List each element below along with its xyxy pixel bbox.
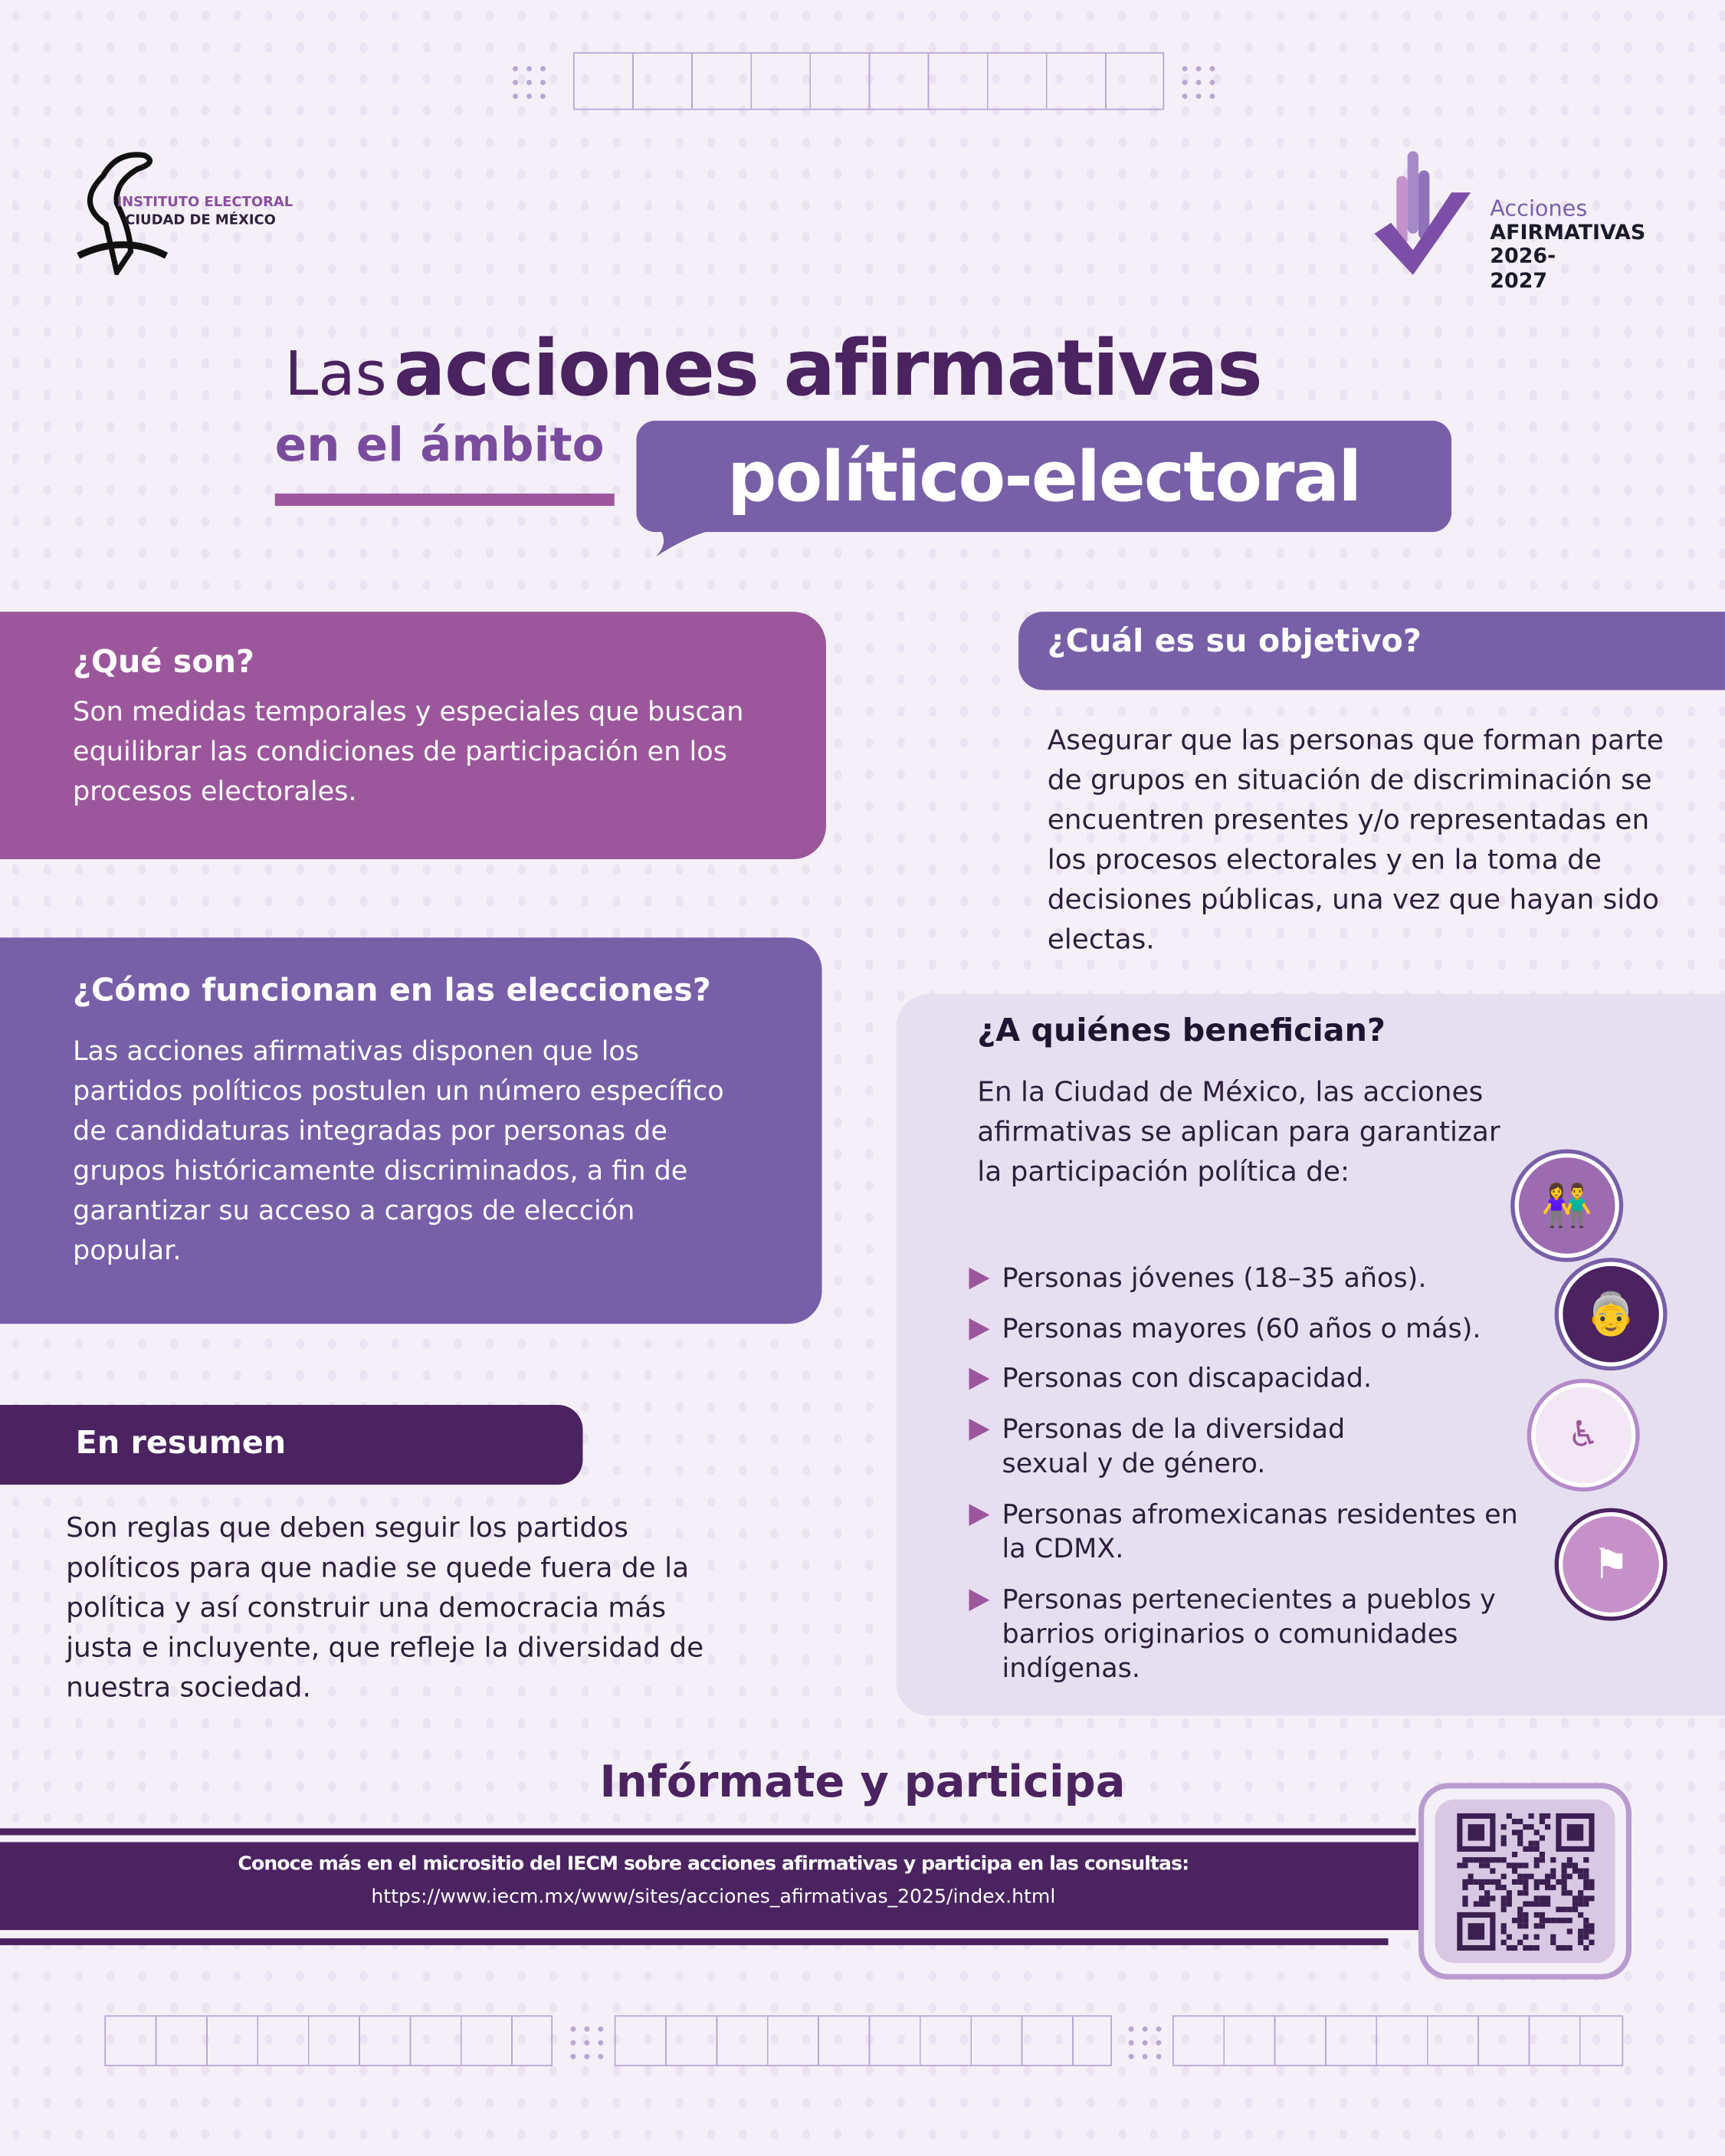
list-item: Personas de la diversidad sexual y de género. [969, 1412, 1395, 1481]
pattern-decoration [615, 2015, 1112, 2066]
title-bubble: político-electoral [636, 421, 1451, 532]
list-item: Personas con discapacidad. [969, 1361, 1491, 1396]
divider [0, 1938, 1389, 1945]
dots-decoration [1124, 2022, 1166, 2063]
dots-decoration [1178, 62, 1219, 103]
logo-afirmativas: AFIRMATIVAS [1490, 219, 1646, 245]
pattern-decoration [104, 2015, 553, 2066]
footer-text: Conoce más en el micrositio del IECM sobre acciones afirmativas y participa en las consultas: [238, 1852, 1189, 1875]
list-item: Personas pertenecientes a pueblos y barrios originarios o comunidades indígenas. [969, 1582, 1532, 1685]
campaign-logo [1372, 151, 1646, 294]
como-body: Las acciones afirmativas disponen que los partidos políticos postulen un número específico de candidaturas integradas por personas de grupos históricamente discriminados, a fin de garantizar su acceso a cargos de elección popular. [73, 1035, 724, 1266]
que-son-heading: ¿Qué son? [73, 645, 254, 681]
resumen-heading: En resumen [75, 1425, 287, 1462]
footer-heading: Infórmate y participa [599, 1755, 1126, 1808]
list-item: Personas jóvenes (18–35 años). [969, 1261, 1518, 1295]
logo-years: 2026-2027 [1490, 243, 1556, 294]
beneficiarios-intro: En la Ciudad de México, las acciones afirmativas se aplican para garantizar la participación política de: [977, 1075, 1500, 1188]
community-flag-icon: ⚑ [1555, 1508, 1668, 1621]
pattern-decoration [573, 52, 1164, 110]
como-heading: ¿Cómo funcionan en las elecciones? [73, 973, 711, 1009]
list-item: Personas afromexicanas residentes en la CDMX. [969, 1497, 1532, 1566]
qr-frame [1418, 1783, 1632, 1979]
como-card [0, 937, 822, 1324]
dots-decoration [566, 2022, 608, 2063]
title-prefix: Las [284, 340, 387, 410]
resumen-header [0, 1405, 582, 1485]
resumen-body: Son reglas que deben seguir los partidos políticos para que nadie se quede fuera de la política y así construir una democracia más justa e incluyente, que refleje la diversidad de nuestra sociedad. [66, 1511, 704, 1704]
iecm-logo [76, 149, 294, 281]
bubble-tail [653, 530, 722, 560]
dots-decoration [509, 62, 550, 103]
objetivo-header [1018, 612, 1725, 690]
beneficiarios-heading: ¿A quiénes benefician? [977, 1012, 1386, 1049]
que-son-body: Son medidas temporales y especiales que buscan equilibrar las condiciones de participación en los procesos electorales. [73, 695, 744, 807]
logo-line2: CIUDAD DE MÉXICO [125, 213, 276, 228]
list-item: Personas mayores (60 años o más). [969, 1311, 1546, 1346]
footer-banner [0, 1842, 1427, 1930]
footer-url[interactable]: https://www.iecm.mx/www/sites/acciones_afirmativas_2025/index.html [371, 1885, 1056, 1908]
objetivo-heading: ¿Cuál es su objetivo? [1047, 624, 1422, 660]
bird-logo-icon [76, 149, 172, 275]
elderly-icon: 👵 [1555, 1258, 1668, 1370]
title-sub: en el ámbito [274, 418, 605, 473]
title-underline [275, 494, 615, 506]
title-main: acciones afirmativas [393, 324, 1262, 414]
objetivo-body: Asegurar que las personas que forman parte de grupos en situación de discriminación se encuentren presentes y/o representadas en los procesos electorales y en la toma de decisiones públicas, una vez que hayan sido electas. [1047, 723, 1664, 956]
que-son-card [0, 612, 826, 859]
qr-code-icon[interactable] [1456, 1813, 1593, 1950]
logo-line1: INSTITUTO ELECTORAL [116, 195, 294, 211]
divider [0, 1828, 1415, 1835]
logo-acciones: Acciones [1490, 195, 1588, 222]
page-title [284, 324, 1261, 414]
disability-diversity-icon: ♿ [1527, 1379, 1640, 1491]
pattern-decoration [1172, 2015, 1623, 2066]
youth-icon: 👫 [1510, 1149, 1623, 1262]
checkmark-people-icon [1372, 151, 1481, 277]
